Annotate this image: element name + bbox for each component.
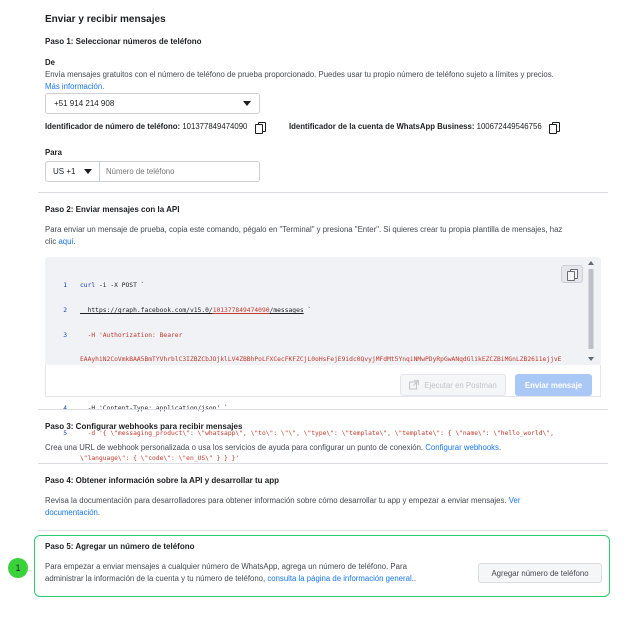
step3-heading: Paso 3: Configurar webhooks para recibir mensajes <box>45 422 243 431</box>
waba-id-label: Identificador de la cuenta de WhatsApp Business: <box>289 122 475 132</box>
copy-code-button[interactable] <box>561 265 583 283</box>
view-docs-link-part1[interactable]: Ver <box>508 496 521 505</box>
copy-icon[interactable] <box>255 122 265 132</box>
scroll-thumb <box>589 269 594 349</box>
step4-heading: Paso 4: Obtener información sobre la API y desarrollar tu app <box>45 476 279 485</box>
phone-id-value: 101377849474090 <box>182 122 248 132</box>
divider <box>38 530 608 531</box>
overview-page-link[interactable]: consulta la página de información general <box>267 574 412 583</box>
view-docs-link-part2[interactable]: documentación <box>45 508 98 517</box>
scroll-down-arrow-icon <box>588 357 594 361</box>
step2-heading: Paso 2: Enviar mensajes con la API <box>45 205 180 214</box>
send-message-button[interactable]: Enviar mensaje <box>515 374 592 396</box>
divider <box>38 463 608 464</box>
code-scrollbar[interactable] <box>587 261 595 361</box>
add-phone-number-button[interactable]: Agregar número de teléfono <box>478 563 602 583</box>
from-phone-value: +51 914 214 908 <box>54 99 115 108</box>
country-code-value: US +1 <box>53 167 76 176</box>
create-template-link[interactable]: aquí <box>58 237 74 246</box>
from-description: Envía mensajes gratuitos con el número de teléfono de prueba proporcionado. Puedes usar tu propio número de teléfono sujeto a límites y precios. Más información. <box>45 70 554 91</box>
external-link-icon <box>409 380 419 390</box>
more-info-link[interactable]: Más información. <box>45 82 105 91</box>
curl-command[interactable]: 1 curl -i -X POST ` 2 https://graph.facebook.com/v15.0/101377849474090/messages ` 3 -H 'Authorization: Bearer EAAyhiN2CoVmkBAA5BmTYVhrblC3IZBZCbJOjklLV4ZBBhPoLFXCecFKFZCjL0oHsFejE9idc0QvyjMFdMt5YnqiNMwPDyRpGwANqdGlikEZCZBiMGnLZB2611ejjvE 5 -d '{ \"messaging_product\": \"whatsapp\", \"to\": \"\", \"type\": \"template\", \"template\": { \"name\": \"hello_world\", \"language\": { \"code\": \"en_US\" } } }' <box>63 282 562 462</box>
step5-description: Para empezar a enviar mensajes a cualquier número de WhatsApp, agrega un número de teléfono. Para administrar la información de la cuenta y tu número de teléfono, consulta la página de información general.. <box>45 562 417 583</box>
to-phone-field <box>45 161 260 182</box>
step4-description: Revisa la documentación para desarrolladores para obtener información sobre cómo desarrollar tu app y empezar a enviar mensajes. Ver documentación. <box>45 496 521 517</box>
phone-id-label: Identificador de número de teléfono: <box>45 122 181 132</box>
caret-down-icon <box>84 169 92 174</box>
copy-icon <box>567 269 577 279</box>
scrollbar-track <box>587 261 595 361</box>
page-title: Enviar y recibir mensajes <box>45 14 166 25</box>
step5-heading: Paso 5: Agregar un número de teléfono <box>45 542 195 551</box>
step-badge: 1 <box>8 558 28 578</box>
step2-description: Para enviar un mensaje de prueba, copia este comando, pégalo en "Terminal" y presiona "Enter". Si quieres crear tu propia plantilla de mensajes, haz clic aquí. <box>45 225 563 246</box>
phone-id-row <box>45 122 265 132</box>
scroll-up-arrow-icon <box>588 261 594 265</box>
waba-id-value: 100672449546756 <box>476 122 542 132</box>
to-label: Para <box>45 148 62 157</box>
step1-heading: Paso 1: Seleccionar números de teléfono <box>45 37 202 46</box>
country-code-select[interactable] <box>46 162 100 181</box>
caret-down-icon <box>243 101 251 106</box>
divider <box>38 409 608 410</box>
phone-number-input[interactable] <box>100 163 250 181</box>
divider <box>38 192 608 193</box>
copy-icon[interactable] <box>549 122 559 132</box>
from-label: De <box>45 58 55 67</box>
postman-label: Ejecutar en Postman <box>424 380 497 390</box>
step3-description: Crea una URL de webhook personalizada o usa los servicios de ayuda para configurar un punto de conexión. Configurar webhooks. <box>45 443 502 452</box>
configure-webhooks-link[interactable]: Configurar webhooks <box>425 443 499 452</box>
waba-id-row <box>289 122 559 132</box>
from-phone-select[interactable] <box>45 93 260 114</box>
run-in-postman-button[interactable] <box>400 374 506 396</box>
